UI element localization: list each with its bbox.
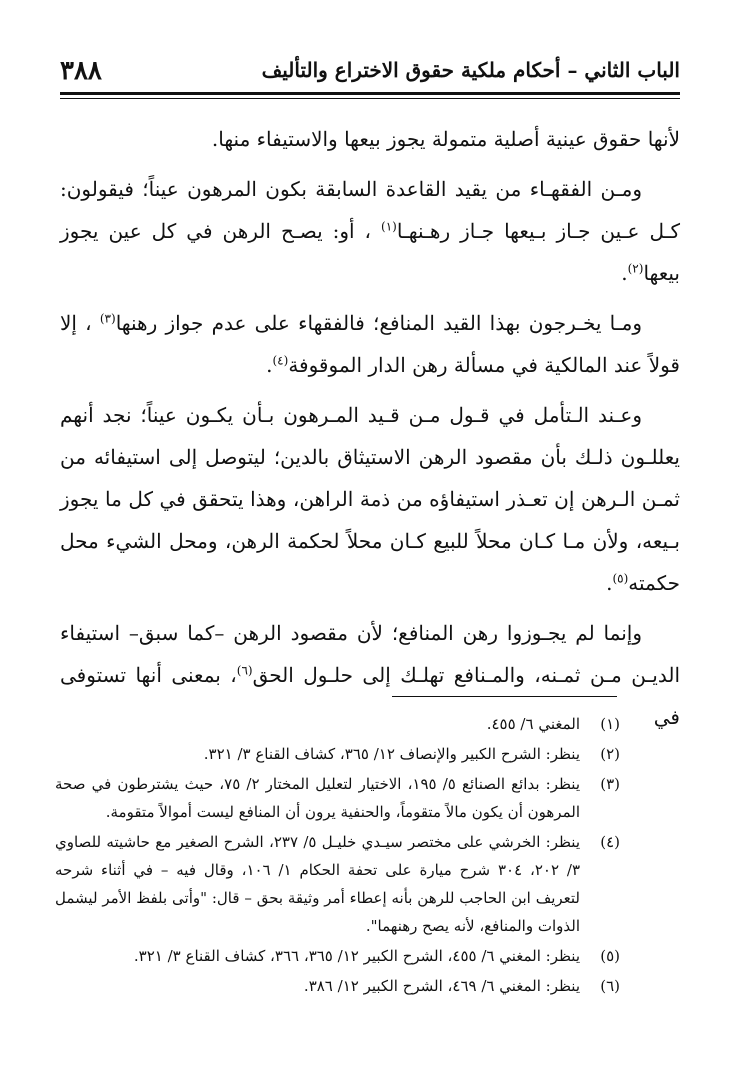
header-rule-thick <box>60 92 680 95</box>
footnote-6 <box>55 972 620 1000</box>
footnote-number: (٤) <box>600 833 620 851</box>
paragraph-4 <box>60 394 680 604</box>
footnote-2 <box>55 740 620 768</box>
paragraph-1 <box>60 118 680 160</box>
running-title: الباب الثاني – أحكام ملكية حقوق الاختراع والتأليف <box>261 58 680 82</box>
page-number: ٣٨٨ <box>60 56 102 86</box>
footnote-number: (٣) <box>600 775 620 793</box>
paragraph-4-text-a: وعـند الـتأمل في قـول مـن قـيد المـرهون بـأن يكـون عيناً؛ نجد أنهم يعللـون ذلـك بأن مقصود الرهن الاستيثاق بالدين؛ ليتوصل إلى استيفائه من ثمـن الـرهن إن تعـذر استيفاؤه من ذمة الراهن، وهذا يتحقق في كل ما يجوز بـيعه، ولأن مـا كـان محلاً للبيع كـان محلاً لحكمة الرهن، ومحل الشيء محل حكمته <box>60 403 680 595</box>
footnote-text: ينظر: المغني ٦/ ٤٦٩، الشرح الكبير ١٢/ ٣٨٦. <box>303 977 580 995</box>
body-text <box>60 118 680 746</box>
footnote-ref-6: (٦) <box>236 663 253 678</box>
footnote-text: ينظر: الشرح الكبير والإنصاف ١٢/ ٣٦٥، كشاف القناع ٣/ ٣٢١. <box>203 745 580 763</box>
footnote-5 <box>55 942 620 970</box>
footnote-3 <box>55 770 620 826</box>
paragraph-5-text-b: ، بمعنى أنها تستوفى في <box>60 663 680 729</box>
paragraph-1-text: لأنها حقوق عينية أصلية متمولة يجوز بيعها والاستيفاء منها. <box>211 127 680 151</box>
paragraph-2-text-a: ومـن الفقهـاء من يقيد القاعدة السابقة بكون المرهون عيناً؛ فيقولون: كـل عـين جـاز بـيعها جـاز رهـنهـا <box>60 177 681 243</box>
page-header <box>60 52 680 96</box>
footnote-separator <box>392 696 617 697</box>
footnote-ref-3: (٣) <box>99 311 116 326</box>
paragraph-3-text-c: . <box>266 353 273 377</box>
footnote-number: (٦) <box>600 977 620 995</box>
footnote-ref-2: (٢) <box>627 261 644 276</box>
paragraph-2-text-b: ، أو: يصـح الرهن في كل عين يجوز بيعها <box>60 219 680 285</box>
paragraph-5-text-a: وإنما لم يجـوزوا رهن المنافع؛ لأن مقصود الرهن –كما سبق– استيفاء الديـن مـن ثمـنه، والمـنافع تهلـك إلى حلـول الحق <box>60 621 680 687</box>
paragraph-2-text-c: . <box>621 261 628 285</box>
footnote-text: ينظر: بدائع الصنائع ٥/ ١٩٥، الاختيار لتعليل المختار ٢/ ٧٥، حيث يشترطون في صحة المرهون أن يكون مالاً متقوماً، والحنفية يرون أن المنافع ليست أموالاً متقومة. <box>55 775 580 821</box>
footnote-text: ينظر: المغني ٦/ ٤٥٥، الشرح الكبير ١٢/ ٣٦٥، ٣٦٦، كشاف القناع ٣/ ٣٢١. <box>133 947 580 965</box>
footnotes <box>55 710 620 1002</box>
footnote-4 <box>55 828 620 940</box>
paragraph-3-text-b: ، إلا قولاً عند المالكية في مسألة رهن الدار الموقوفة <box>60 311 680 377</box>
footnote-text: المغني ٦/ ٤٥٥. <box>486 715 580 733</box>
footnote-number: (١) <box>600 715 620 733</box>
footnote-number: (٢) <box>600 745 620 763</box>
footnote-ref-4: (٤) <box>272 353 289 368</box>
footnote-ref-1: (١) <box>381 219 397 234</box>
header-rule-thin <box>60 98 680 99</box>
paragraph-2 <box>60 168 680 294</box>
footnote-1 <box>55 710 620 738</box>
paragraph-3 <box>60 302 680 386</box>
footnote-number: (٥) <box>600 947 620 965</box>
footnote-text: ينظر: الخرشي على مختصر سيـدي خليـل ٥/ ٢٣٧، الشرح الصغير مع حاشيته للصاوي ٣/ ٢٠٢، ٣٠٤ شرح ميارة على تحفة الحكام ١/ ١٠٦، وقال فيه – في أثناء شرحه لتعريف ابن الحاجب للرهن بأنه إعطاء أمر وثيقة بحق – قال: "وأتى بلفظ الأمر ليشمل الذوات والمنافع، لأنه يصح رهنهما". <box>55 833 581 935</box>
footnote-ref-5: (٥) <box>612 571 629 586</box>
paragraph-4-text-b: . <box>606 571 613 595</box>
paragraph-3-text-a: ومـا يخـرجون بهذا القيد المنافع؛ فالفقهاء على عدم جواز رهنها <box>115 311 642 335</box>
